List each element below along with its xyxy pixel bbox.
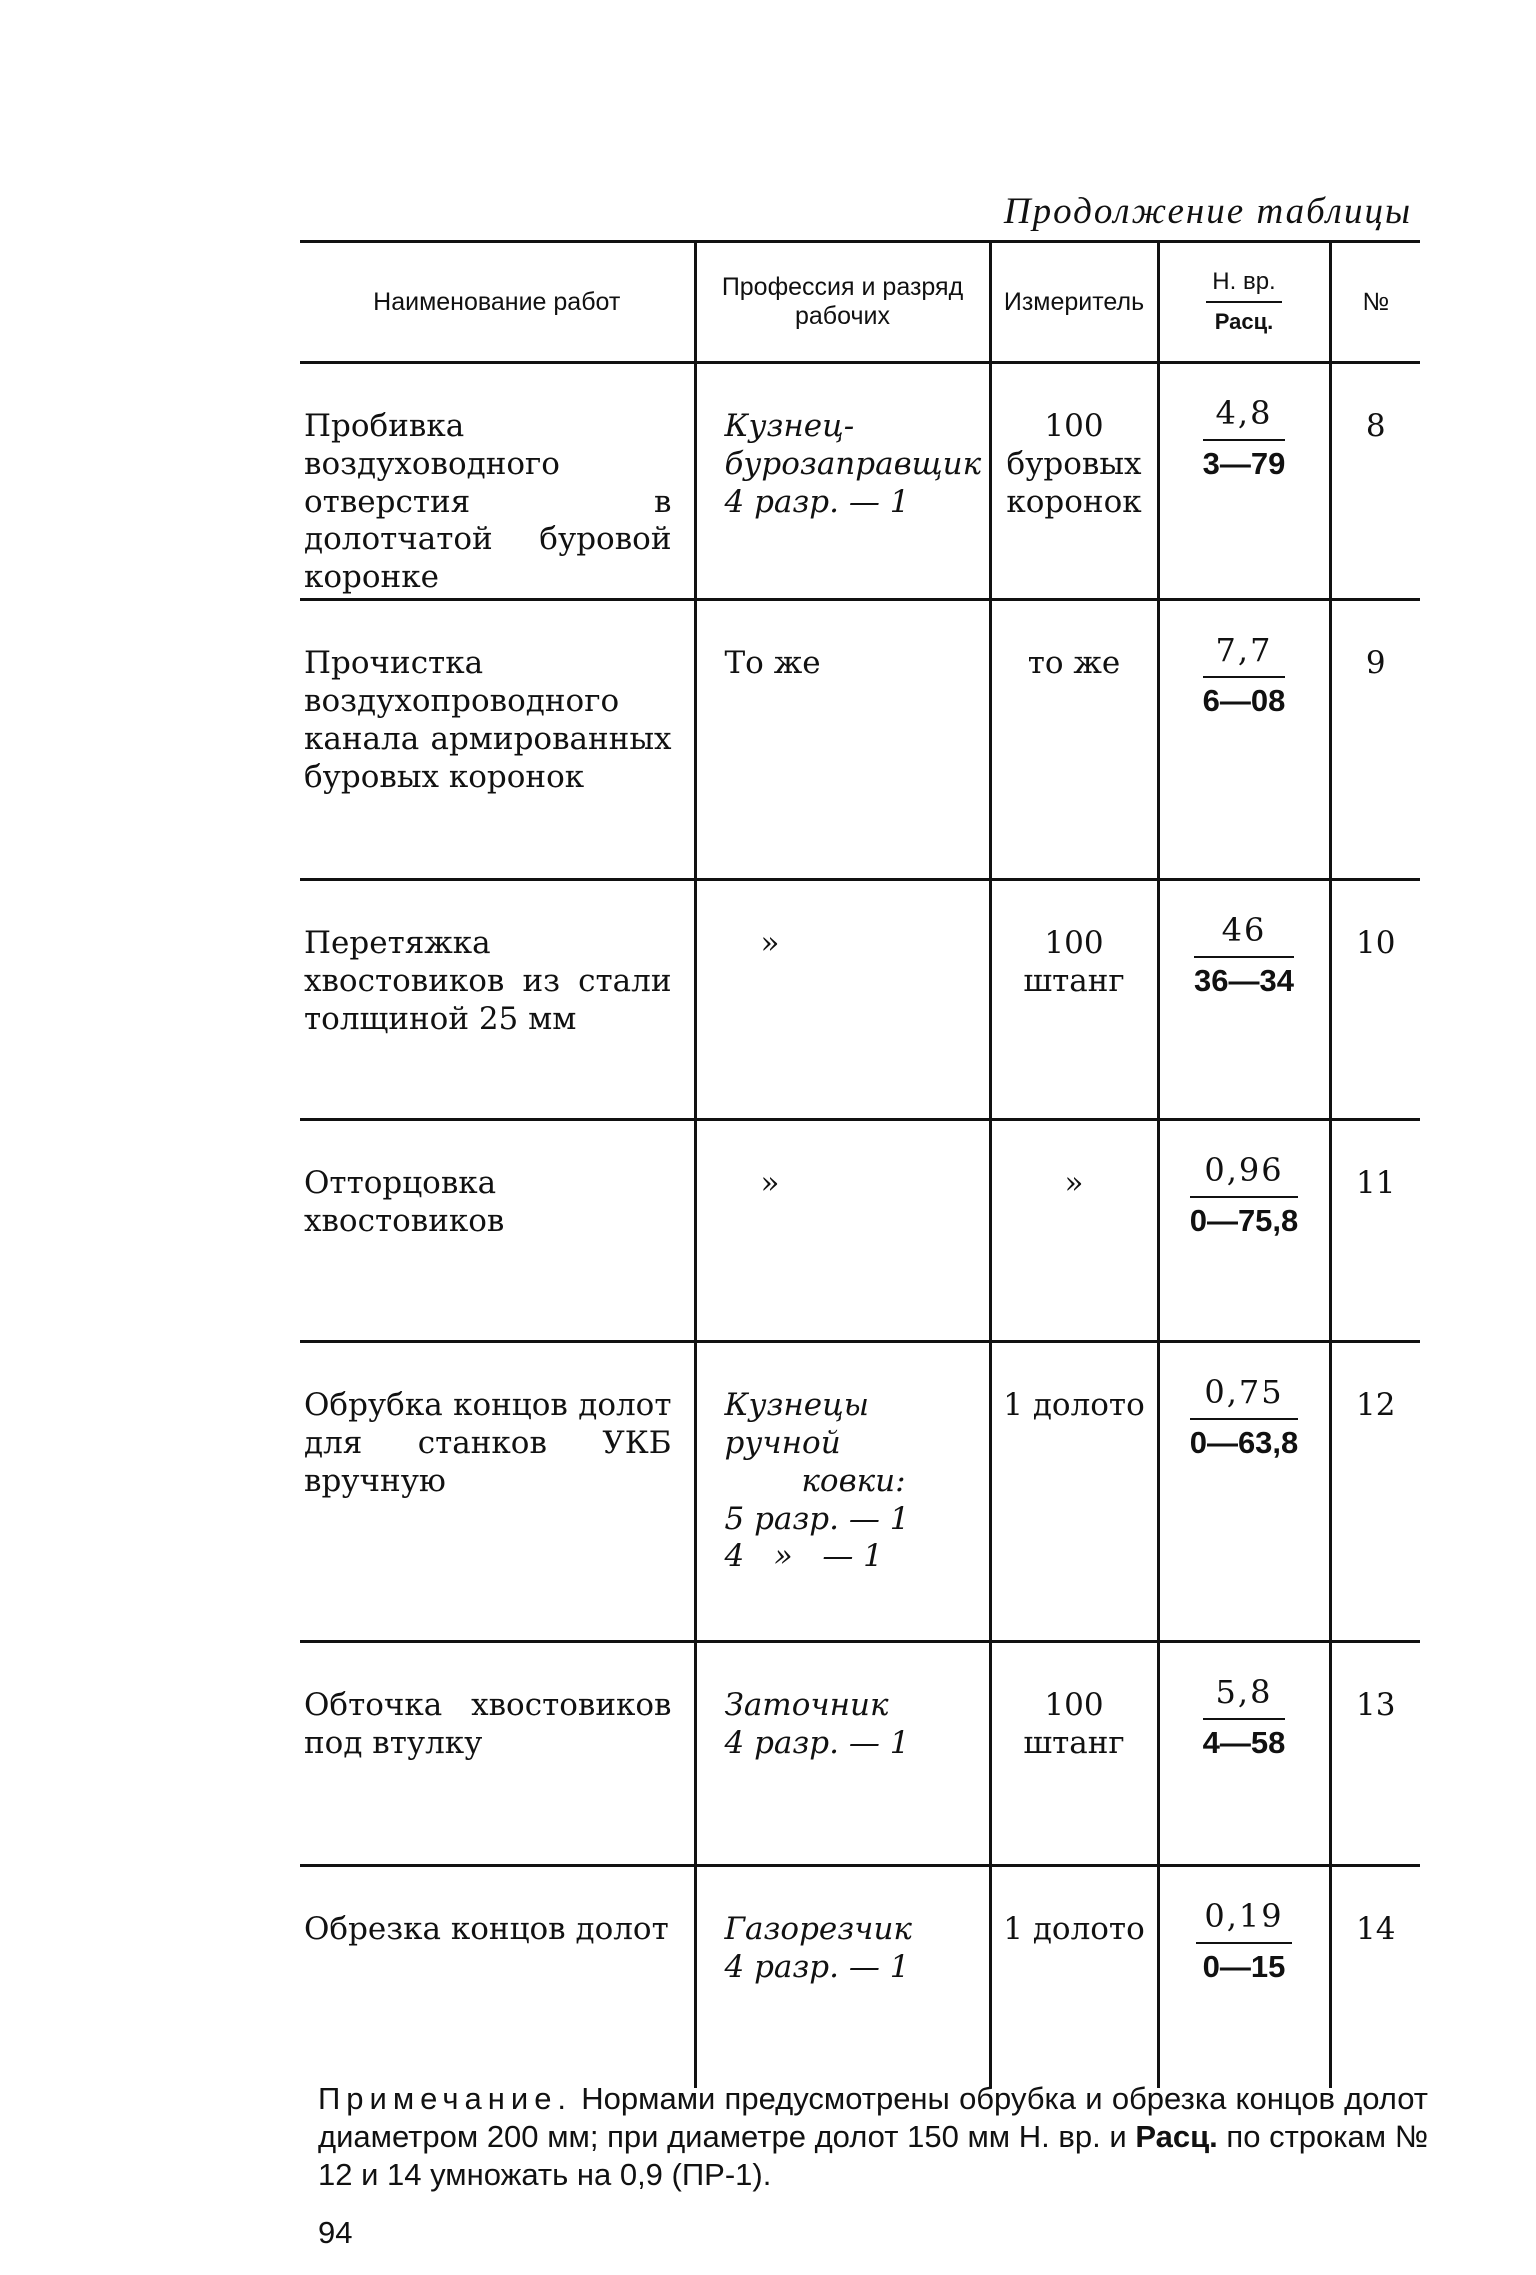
profession-line: » bbox=[760, 1165, 780, 1202]
norm-time-value: 5,8 bbox=[1215, 1673, 1273, 1712]
header-norm-time: Н. вр. bbox=[1212, 267, 1276, 295]
norm-time-value: 46 bbox=[1221, 911, 1267, 950]
row-number-cell: 9 bbox=[1330, 600, 1420, 880]
work-cell: Отторцовка хвостовиков bbox=[300, 1120, 695, 1342]
header-number: № bbox=[1330, 242, 1420, 363]
unit-cell: » bbox=[990, 1120, 1158, 1342]
norm-rate-fraction bbox=[1203, 394, 1286, 483]
work-cell: Прочистка воздухопроводного канала армированных буровых коронок bbox=[300, 600, 695, 880]
header-unit: Измеритель bbox=[990, 242, 1158, 363]
header-work: Наименование работ bbox=[300, 242, 695, 363]
page-number: 94 bbox=[318, 2215, 353, 2250]
note-lead: Примечание. bbox=[318, 2081, 573, 2116]
profession-line: 5 разр. — 1 bbox=[724, 1500, 910, 1537]
norm-rate-cell bbox=[1158, 363, 1330, 600]
unit-cell: 1 долото bbox=[990, 1342, 1158, 1642]
norm-time-value: 0,96 bbox=[1204, 1151, 1284, 1190]
rate-value: 3—79 bbox=[1202, 446, 1286, 482]
profession-line: Кузнец-бурозаправщик bbox=[724, 408, 982, 482]
norm-rate-cell bbox=[1158, 1866, 1330, 2088]
profession-cell bbox=[695, 363, 990, 600]
unit-cell: 100 штанг bbox=[990, 1642, 1158, 1866]
rate-value: 4—58 bbox=[1202, 1725, 1286, 1761]
header-norm-rate-fraction bbox=[1206, 268, 1281, 335]
rate-value: 6—08 bbox=[1202, 683, 1286, 719]
profession-line: Кузнецы ручной bbox=[724, 1387, 870, 1461]
norm-rate-fraction bbox=[1194, 911, 1294, 1000]
note-text-bold: Расц. bbox=[1135, 2118, 1218, 2154]
norm-rate-fraction bbox=[1190, 1151, 1299, 1240]
profession-line: Заточник bbox=[724, 1687, 889, 1724]
profession-cell bbox=[695, 1342, 990, 1642]
rate-value: 0—15 bbox=[1202, 1949, 1286, 1985]
work-cell: Обрезка концов долот bbox=[304, 1911, 669, 1948]
row-number-cell: 12 bbox=[1330, 1342, 1420, 1642]
table-row bbox=[300, 880, 1420, 1120]
norm-rate-fraction bbox=[1190, 1373, 1299, 1462]
norm-rate-cell bbox=[1158, 1120, 1330, 1342]
norm-rate-cell bbox=[1158, 1642, 1330, 1866]
profession-cell bbox=[695, 1866, 990, 2088]
unit-cell: то же bbox=[990, 600, 1158, 880]
work-cell: Обрубка концов долот для станков УКБ вручную bbox=[300, 1342, 695, 1642]
profession-line: То же bbox=[724, 645, 821, 682]
norm-rate-cell bbox=[1158, 1342, 1330, 1642]
work-cell: Пробивка воздуховодного отверстия в долотчатой буровой коронке bbox=[300, 363, 695, 600]
rate-value: 0—75,8 bbox=[1189, 1203, 1299, 1239]
table-note bbox=[318, 2080, 1428, 2193]
note-text-part1: Нормами предусмотрены обрубка и обрезка концов долот диаметром 200 мм; при диаметре долот 150 мм Н. вр. и bbox=[318, 2081, 1428, 2154]
table-row bbox=[300, 363, 1420, 600]
profession-line: 4 разр. — 1 bbox=[724, 1948, 910, 1985]
unit-cell: 1 долото bbox=[990, 1866, 1158, 2088]
table-header-row bbox=[300, 242, 1420, 363]
row-number-cell: 8 bbox=[1330, 363, 1420, 600]
profession-line: 4 разр. — 1 bbox=[724, 483, 910, 520]
profession-line: ковки: bbox=[801, 1462, 906, 1499]
table-row bbox=[300, 1120, 1420, 1342]
norm-time-value: 0,19 bbox=[1204, 1897, 1284, 1936]
row-number-cell: 11 bbox=[1330, 1120, 1420, 1342]
profession-line: 4 » — 1 bbox=[724, 1538, 883, 1575]
norm-rate-cell bbox=[1158, 600, 1330, 880]
work-cell: Обточка хвостовиков под втулку bbox=[300, 1642, 695, 1866]
header-profession: Профессия и разряд рабочих bbox=[695, 242, 990, 363]
table-row bbox=[300, 600, 1420, 880]
unit-cell: 100 буровых коронок bbox=[990, 363, 1158, 600]
profession-cell bbox=[695, 1642, 990, 1866]
continuation-caption: Продолжение таблицы bbox=[1003, 191, 1412, 232]
header-rate: Расц. bbox=[1206, 301, 1281, 334]
norm-time-value: 4,8 bbox=[1215, 394, 1273, 432]
profession-cell bbox=[695, 880, 990, 1120]
profession-line: Газорезчик bbox=[724, 1911, 912, 1948]
norm-rate-fraction bbox=[1203, 631, 1286, 720]
table-row bbox=[300, 1642, 1420, 1866]
profession-line: 4 разр. — 1 bbox=[724, 1724, 910, 1761]
profession-cell bbox=[695, 1120, 990, 1342]
row-number-cell: 10 bbox=[1330, 880, 1420, 1120]
row-number-cell: 14 bbox=[1330, 1866, 1420, 2088]
norm-rate-cell bbox=[1158, 880, 1330, 1120]
header-norm-rate bbox=[1158, 242, 1330, 363]
norm-time-value: 0,75 bbox=[1204, 1373, 1284, 1412]
work-cell: Перетяжка хвостовиков из стали толщиной 25 мм bbox=[300, 880, 695, 1120]
unit-cell: 100 штанг bbox=[990, 880, 1158, 1120]
note-text-part2: по строкам № 12 и 14 умножать на 0,9 (ПР-1). bbox=[318, 2118, 1428, 2192]
table-row bbox=[300, 1866, 1420, 2088]
norms-table bbox=[300, 240, 1420, 2088]
norm-rate-fraction bbox=[1203, 1673, 1286, 1762]
rate-value: 36—34 bbox=[1194, 963, 1294, 999]
table-row bbox=[300, 1342, 1420, 1642]
norm-time-value: 7,7 bbox=[1215, 631, 1273, 670]
profession-cell bbox=[695, 600, 990, 880]
row-number-cell: 13 bbox=[1330, 1642, 1420, 1866]
norm-rate-fraction bbox=[1196, 1897, 1291, 1986]
rate-value: 0—63,8 bbox=[1189, 1425, 1299, 1461]
profession-line: » bbox=[760, 925, 780, 962]
